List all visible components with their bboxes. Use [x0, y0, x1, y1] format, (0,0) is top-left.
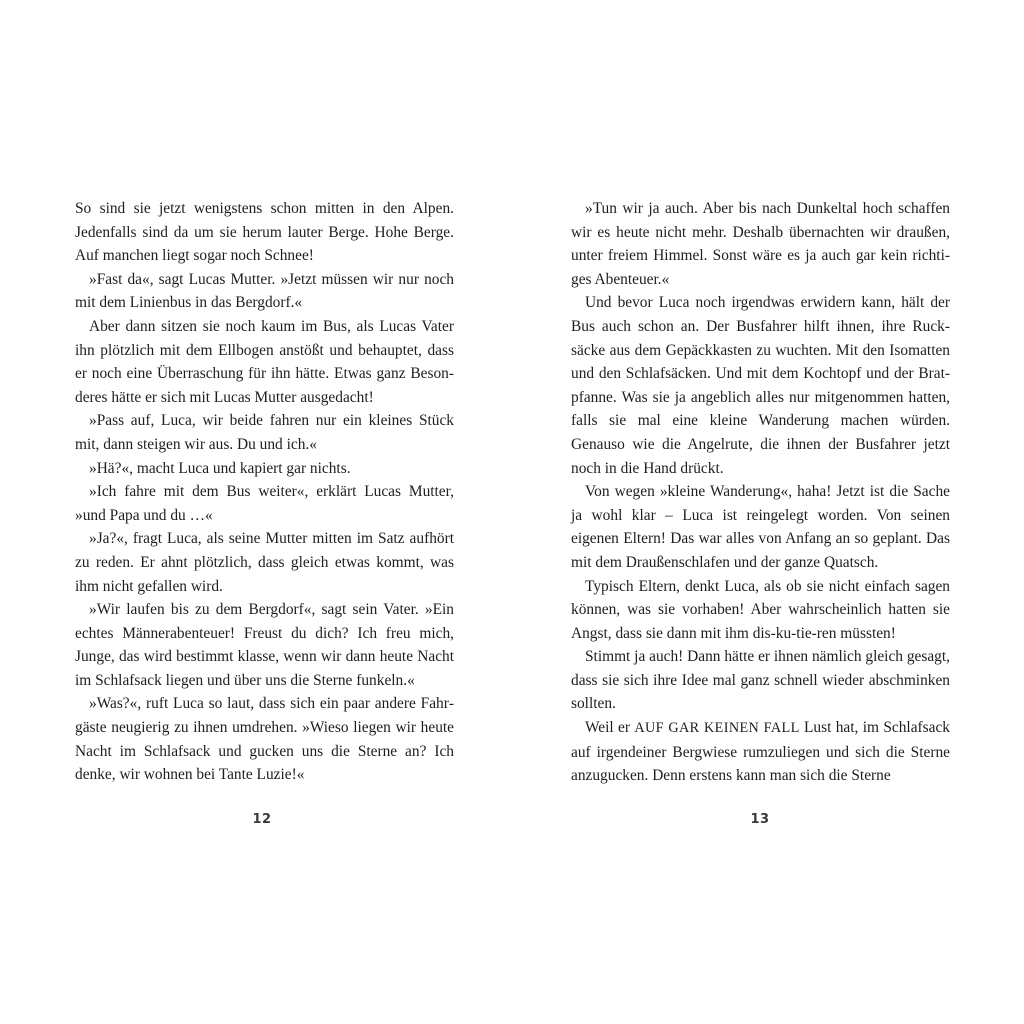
paragraph: Und bevor Luca noch irgendwas erwidern kann, hält der Bus auch schon an. Der Busfahrer hilft ihnen, ihre Rucksäcke aus dem Gepäckkasten zu wuchten. Mit den Isomatten und den Schlafsäcken. Und mit dem Kochtopf und der Bratpfanne. Was sie ja angeblich alles nur mitgenommen hatten, falls sie mal eine kleine Wanderung machen würden. Genauso wie die Angelrute, die ihnen der Busfahrer jetzt noch in die Hand drückt.: [571, 294, 950, 477]
paragraph-part: Lust hat, im Schlafsack auf irgendeiner Bergwiese rumzuliegen und sich die Sterne anzugucken. Denn erstens kann man sich die Sterne: [571, 719, 950, 785]
paragraph: So sind sie jetzt wenigstens schon mitten in den Alpen. Jedenfalls sind da um sie herum lauter Berge. Hohe Berge. Auf manchen liegt sogar noch Schnee!: [75, 200, 454, 265]
left-page-text: [75, 197, 454, 787]
paragraph: »Fast da«, sagt Lucas Mutter. »Jetzt müssen wir nur noch mit dem Linienbus in das Bergdorf.«: [75, 270, 454, 312]
paragraph-with-emphasis: [571, 716, 950, 788]
paragraph: »Ja?«, fragt Luca, als seine Mutter mitten im Satz aufhört zu reden. Er ahnt plötzlich, dass gleich etwas kommt, was ihm nicht gefallen wird.: [75, 530, 454, 595]
right-page-text: [571, 197, 950, 788]
paragraph: »Pass auf, Luca, wir beide fahren nur ein kleines Stück mit, dann steigen wir aus. Du und ich.«: [75, 412, 454, 453]
paragraph: »Hä?«, macht Luca und kapiert gar nichts.: [89, 459, 351, 477]
paragraph: »Ich fahre mit dem Bus weiter«, erklärt Lucas Mutter, »und Papa und du …«: [75, 483, 454, 524]
paragraph: »Was?«, ruft Luca so laut, dass sich ein paar andere Fahrgäste neugierig zu ihnen umdrehen. »Wieso liegen wir heute Nacht im Schlafsack und gucken uns die Sterne an? Ich denke, wir wohnen bei Tante Luzie!«: [75, 695, 454, 784]
paragraph-part: Weil er: [585, 719, 635, 737]
left-page: [75, 197, 454, 787]
page-number-right: 13: [750, 812, 770, 827]
page-number-left: 12: [252, 812, 272, 827]
emphasis-caps: AUF GAR KEINEN FALL: [634, 720, 800, 737]
paragraph: »Wir laufen bis zu dem Bergdorf«, sagt sein Vater. »Ein echtes Männerabenteuer! Freust du dich? Ich freu mich, Junge, das wird bestimmt klasse, wenn wir dann heute Nacht im Schlafsack liegen und über uns die Sterne funkeln.«: [75, 601, 454, 689]
paragraph: »Tun wir ja auch. Aber bis nach Dunkeltal hoch schaffen wir es heute nicht mehr. Deshalb übernachten wir draußen, unter freiem Himmel. Sonst wäre es ja auch gar kein richtiges Abenteuer.«: [571, 200, 950, 288]
paragraph: Aber dann sitzen sie noch kaum im Bus, als Lucas Vater ihn plötzlich mit dem Ellbogen anstößt und behauptet, dass er noch eine Überraschung für ihn hätte. Etwas ganz Besonderes hätte er sich mit Lucas Mutter ausgedacht!: [75, 317, 454, 406]
paragraph: Stimmt ja auch! Dann hätte er ihnen nämlich gleich gesagt, dass sie sich ihre Idee mal ganz schnell wieder abschminken sollten.: [571, 648, 950, 713]
right-page: [571, 197, 950, 788]
paragraph: Von wegen »kleine Wanderung«, haha! Jetzt ist die Sache ja wohl klar – Luca ist reingelegt worden. Von seinen eigenen Eltern! Das war alles von Anfang an so geplant. Das mit dem Draußenschlafen und der ganze Quatsch.: [571, 483, 950, 571]
paragraph: Typisch Eltern, denkt Luca, als ob sie nicht einfach sagen können, was sie vorhaben! Aber wahrscheinlich hatten sie Angst, dass sie dann mit ihm dis-ku-tie-ren müssten!: [571, 577, 950, 642]
